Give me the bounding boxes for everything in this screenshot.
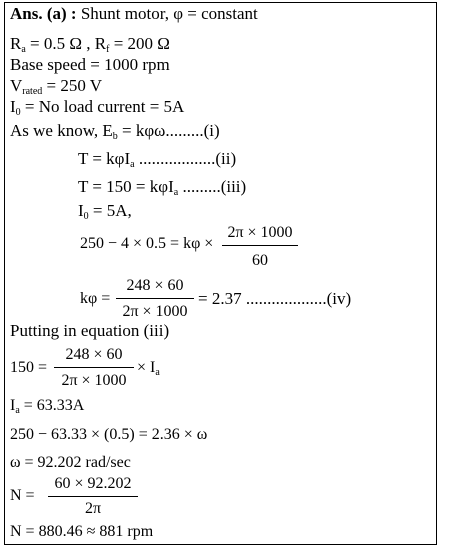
eq2-lhs: kφ = (80, 290, 111, 307)
omega-line: ω = 92.202 rad/sec (10, 454, 131, 471)
eq3-numerator: 248 × 60 (65, 346, 123, 363)
eq4-numerator: 60 × 92.202 (54, 475, 132, 492)
eq2-rhs: = 2.37 ...................(iv) (198, 289, 352, 308)
i0-line: $I_0 = 5A$, (78, 201, 132, 222)
eq1-numerator: 2π × 1000 (227, 224, 293, 241)
answer-label: Ans. (a) : (10, 4, 77, 23)
eq1-lhs: 250 − 4 × 0.5 = kφ × (80, 235, 214, 252)
torque-150-line: T = 150 = kφI$_a$ .........(iii) (78, 177, 247, 198)
eq3-denominator: 2π × 1000 (61, 372, 127, 389)
eq3-fraction-bar (54, 367, 134, 368)
eq2-numerator: 248 × 60 (126, 277, 184, 294)
speed-result-line: N = 880.46 ≈ 881 rpm (10, 523, 154, 540)
back-emf-line: As we know, $E_b = k\varphi\omega.........(i)$ (10, 121, 220, 142)
answer-line-1 (10, 4, 258, 24)
eq4-denominator: 2π (84, 500, 102, 517)
putting-line: Putting in equation (iii) (10, 321, 170, 340)
torque-line: T = kφI$_a$ ..................(ii) (78, 149, 237, 170)
eq1-denominator: 60 (252, 252, 268, 269)
shunt-motor-text: Shunt motor, φ = constant (80, 4, 258, 23)
armature-current-line: $I_a = 63.33A$ (10, 397, 85, 416)
rated-voltage-line: $V_{rated} = 250$ V (10, 76, 103, 97)
emf-equation-line: 250 − 63.33 × (0.5) = 2.36 × ω (10, 426, 208, 443)
base-speed-line: Base speed = 1000 rpm (10, 55, 170, 74)
eq2-fraction-bar (116, 298, 194, 299)
no-load-current-line: $I_0 = No$ load current = 5A (10, 97, 185, 118)
resistance-line: $R_a = 0.5$ Ω , $R_f = 200$ Ω (10, 34, 170, 55)
eq1-fraction-bar (222, 245, 298, 246)
eq3-lhs: 150 = (10, 359, 48, 376)
eq3-rhs: × $I_a$ (137, 359, 160, 378)
eq2-denominator: 2π × 1000 (122, 303, 188, 320)
eq4-fraction-bar (48, 496, 138, 497)
eq4-lhs: N = (10, 487, 35, 504)
